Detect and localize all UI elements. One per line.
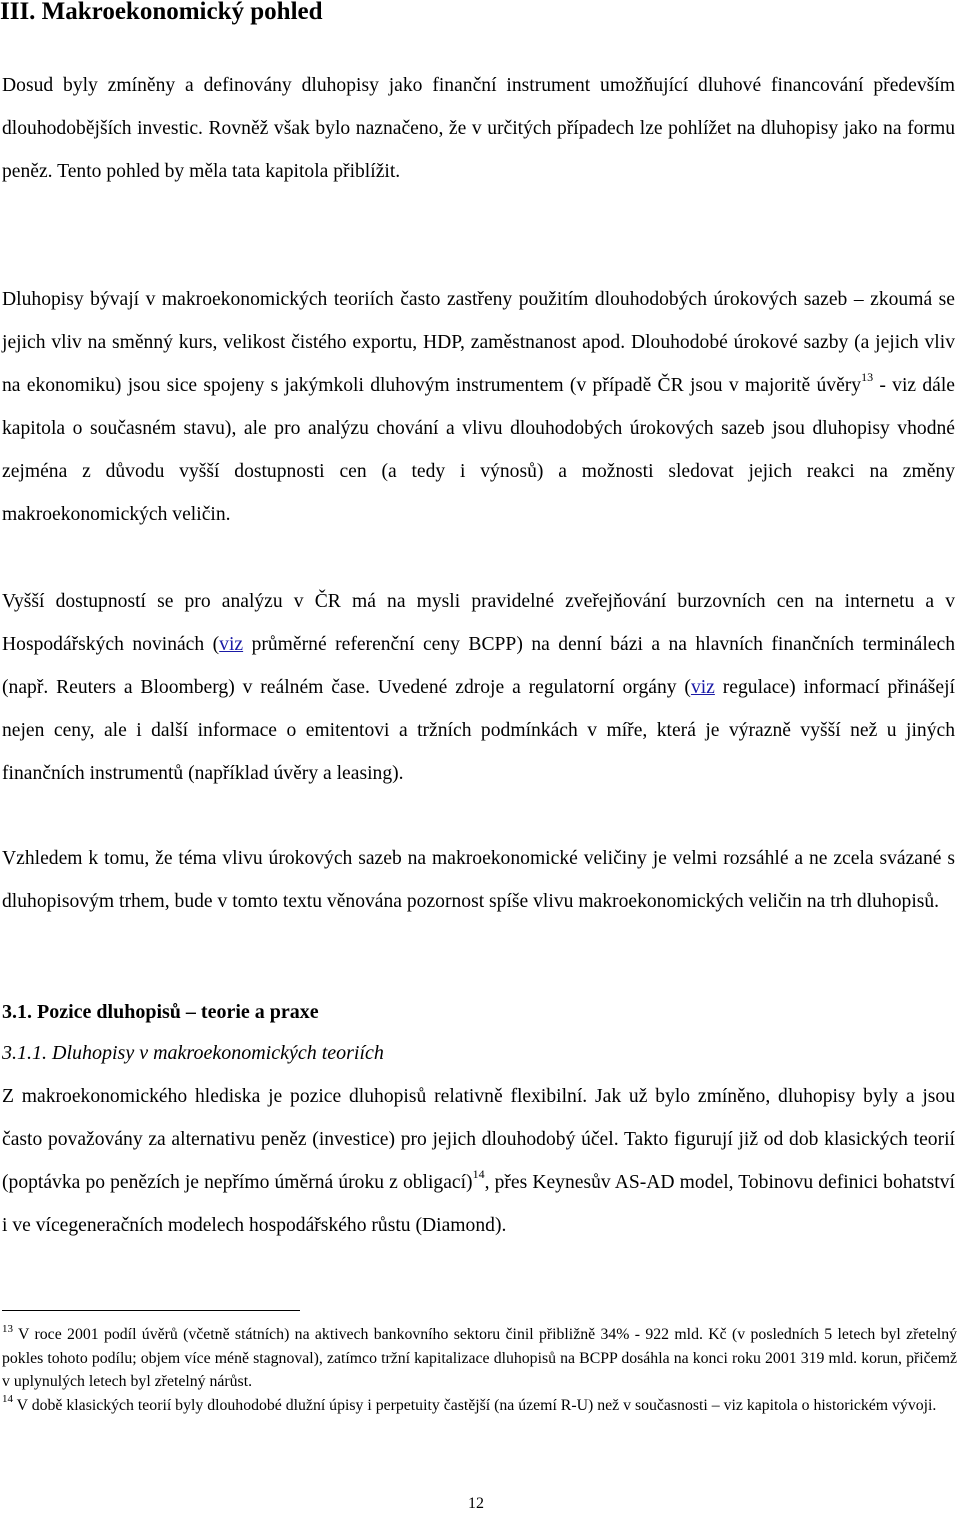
paragraph-text: Z makroekonomického hlediska je pozice dluhopisů relativně flexibilní. Jak už bylo zmíněno, dluhopisy byly a jsou často považovány za alternativu peněz (investice) pro jejich dlouhodobý účel. Takto figurují již od dob klasických teorií (poptávka po penězích je nepřímo úměrná úroku z obligací) <box>2 1086 955 1193</box>
viz-link-bcpp[interactable]: viz <box>219 634 244 655</box>
footnotes <box>2 1323 957 1417</box>
viz-link-regulace[interactable]: viz <box>690 677 715 698</box>
paragraph-text: , přes Keynesův AS-AD model, Tobinovu definici bohatství i ve vícegeneračních modelech hospodářského růstu (Diamond). <box>2 1172 955 1236</box>
paragraph-text: - viz dále kapitola o současném stavu), ale pro analýzu chování a vlivu dlouhodobých úrokových sazeb jsou dluhopisy vhodné zejména z důvodu vyšší dostupnosti cen (a tedy i výnosů) a možnosti sledovat jejich reakci na změny makroekonomických veličin. <box>2 375 955 525</box>
footnote-13 <box>2 1323 957 1394</box>
paragraph-text: regulace) informací přinášejí nejen ceny, ale i další informace o emitentovi a tržních podmínkách v míře, která je výrazně vyšší než u jiných finančních instrumentů (například úvěry a leasing). <box>2 677 956 784</box>
paragraph-availability <box>2 580 955 795</box>
footnote-text: V roce 2001 podíl úvěrů (včetně státních) na aktivech bankovního sektoru činil přibližně 34% - 922 mld. Kč (v posledních 5 letech byl zřetelný pokles tohoto podílu; objem více méně stagnoval), zatímco tržní kapitalizace dluhopisů na BCPP dosáhla na konci roku 2001 319 mld. korun, přičemž v uplynulých letech byl zřetelný nárůst. <box>2 1326 957 1390</box>
footnote-number: 14 <box>2 1393 13 1406</box>
paragraph-scope: Vzhledem k tomu, že téma vlivu úrokových sazeb na makroekonomické veličiny je velmi rozsáhlé a ne zcela svázané s dluhopisovým trhem, bude v tomto textu věnována pozornost spíše vlivu makroekonomických veličin na trh dluhopisů. <box>2 848 955 912</box>
paragraph-position <box>2 1075 955 1247</box>
footnote-number: 13 <box>2 1322 13 1335</box>
paragraph-intro: Dosud byly zmíněny a definovány dluhopisy jako finanční instrument umožňující dluhové financování především dlouhodobějších investic. Rovněž však bylo naznačeno, že v určitých případech lze pohlížet na dluhopisy jako na formu peněz. Tento pohled by měla tata kapitola přiblížit. <box>2 75 955 182</box>
footnote-separator <box>2 1310 300 1311</box>
paragraph-text: průměrné referenční ceny BCPP) na denní bázi a na hlavních finančních terminálech (např. Reuters a Bloomberg) v reálném čase. Uvedené zdroje a regulatorní orgány ( <box>2 634 956 698</box>
footnote-14 <box>2 1394 957 1418</box>
chapter-heading: III. Makroekonomický pohled <box>0 0 323 25</box>
page-number: 12 <box>468 1495 484 1512</box>
footnote-ref-14[interactable]: 14 <box>472 1167 485 1182</box>
paragraph-text: Vyšší dostupností se pro analýzu v ČR má na mysli pravidelné zveřejňování burzovních cen na internetu a v Hospodářských novinách ( <box>2 591 955 655</box>
footnote-text: V době klasických teorií byly dlouhodobé dlužní úpisy i perpetuity častější (na území R-U) než v současnosti – viz kapitola o historickém vývoji. <box>13 1396 937 1414</box>
footnote-ref-13[interactable]: 13 <box>861 370 874 385</box>
paragraph-text: Dluhopisy bývají v makroekonomických teoriích často zastřeny použitím dlouhodobých úrokových sazeb – zkoumá se jejich vliv na směnný kurs, velikost čistého exportu, HDP, zaměstnanost apod. Dlouhodobé úrokové sazby (a jejich vliv na ekonomiku) jsou sice spojeny s jakýmkoli dluhovým instrumentem (v případě ČR jsou v majoritě úvěry <box>2 289 955 396</box>
subsection-heading: 3.1.1. Dluhopisy v makroekonomických teoriích <box>2 1042 384 1064</box>
section-heading: 3.1. Pozice dluhopisů – teorie a praxe <box>2 1001 319 1023</box>
paragraph-bonds-in-theories <box>2 278 955 536</box>
